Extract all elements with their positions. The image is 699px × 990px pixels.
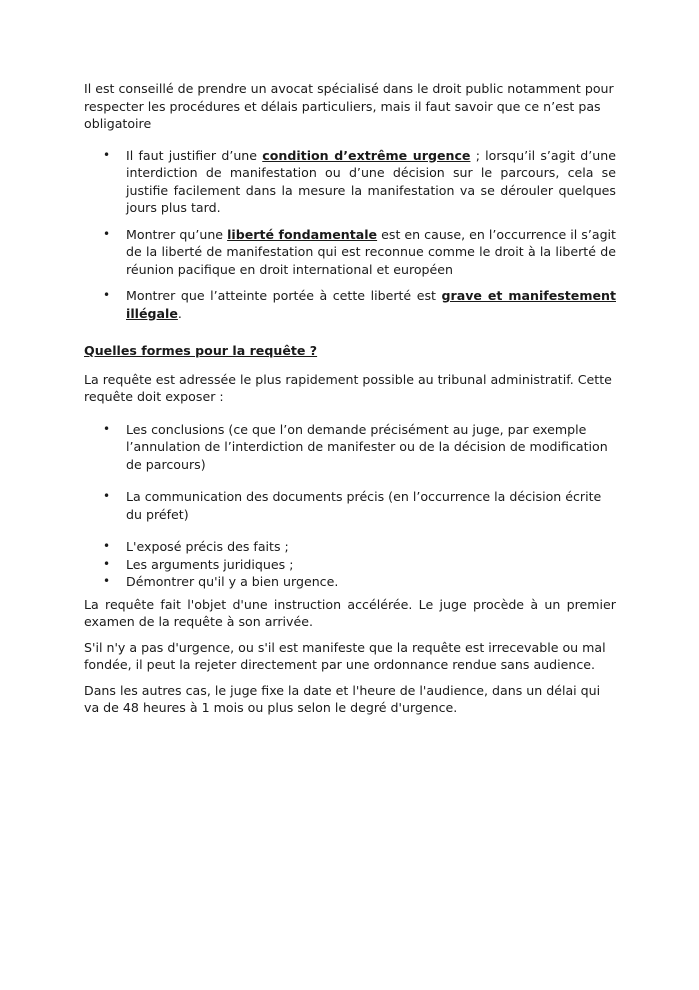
bullet-icon: • [103,574,111,588]
bullet-icon: • [103,539,111,553]
list-item: • Il faut justifier d’une condition d’extrême urgence ; lorsqu’il s’agit d’une interdiction de manifestation ou d’une décision sur le parcours, cela se justifie facilement dans la mesure la manifestation va se dérouler quelques jours plus tard. [103,147,616,215]
list-item: • Montrer qu’une liberté fondamentale est en cause, en l’occurrence il s’agit de la liberté de manifestation qui est reconnue comme le droit à la liberté de réunion pacifique en droit international et européen [103,226,616,277]
bullet-icon: • [103,421,111,436]
document-body [84,80,616,717]
other-cases-paragraph: Dans les autres cas, le juge fixe la date et l'heure de l'audience, dans un délai qui va de 48 heures à 1 mois ou plus selon le degré d'urgence. [84,682,601,715]
section-heading: Quelles formes pour la requête ? [84,343,318,358]
instruction-paragraph: La requête fait l'objet d'une instruction accélérée. Le juge procède à un premier examen de la requête à son arrivée. [84,596,616,629]
bullet-icon: • [103,556,111,571]
conditions-list [84,147,616,323]
bullet-icon: • [103,226,111,241]
emphasis-text: grave et manifestement illégale [126,288,616,321]
bullet-icon: • [103,147,111,162]
no-urgency-paragraph: S'il n'y a pas d'urgence, ou s'il est manifeste que la requête est irrecevable ou mal fondée, il peut la rejeter directement par une ordonnance rendue sans audience. [84,639,606,672]
list-item: • Démontrer qu'il y a bien urgence. [103,574,339,589]
emphasis-text: condition d’extrême urgence [262,147,471,163]
list-item: • L'exposé précis des faits ; [103,539,289,554]
intro-paragraph: Il est conseillé de prendre un avocat spécialisé dans le droit public notamment pour respecter les procédures et délais particuliers, mais il faut savoir que ce n’est pas obligatoire [84,81,614,131]
list-item: • Montrer que l’atteinte portée à cette liberté est grave et manifestement illégale. [103,288,616,321]
list-item: • La communication des documents précis (en l’occurrence la décision écrite du préfet) [103,489,602,522]
request-intro-paragraph: La requête est adressée le plus rapidement possible au tribunal administratif. Cette requête doit exposer : [84,371,612,404]
emphasis-text: liberté fondamentale [227,226,378,242]
bullet-icon: • [103,288,111,302]
bullet-icon: • [103,489,111,503]
request-items-list [84,421,616,591]
list-item: • Les arguments juridiques ; [103,556,294,572]
list-item: • Les conclusions (ce que l’on demande précisément au juge, par exemple l’annulation de l’interdiction de manifester ou de la décision de modification de parcours) [103,421,608,472]
